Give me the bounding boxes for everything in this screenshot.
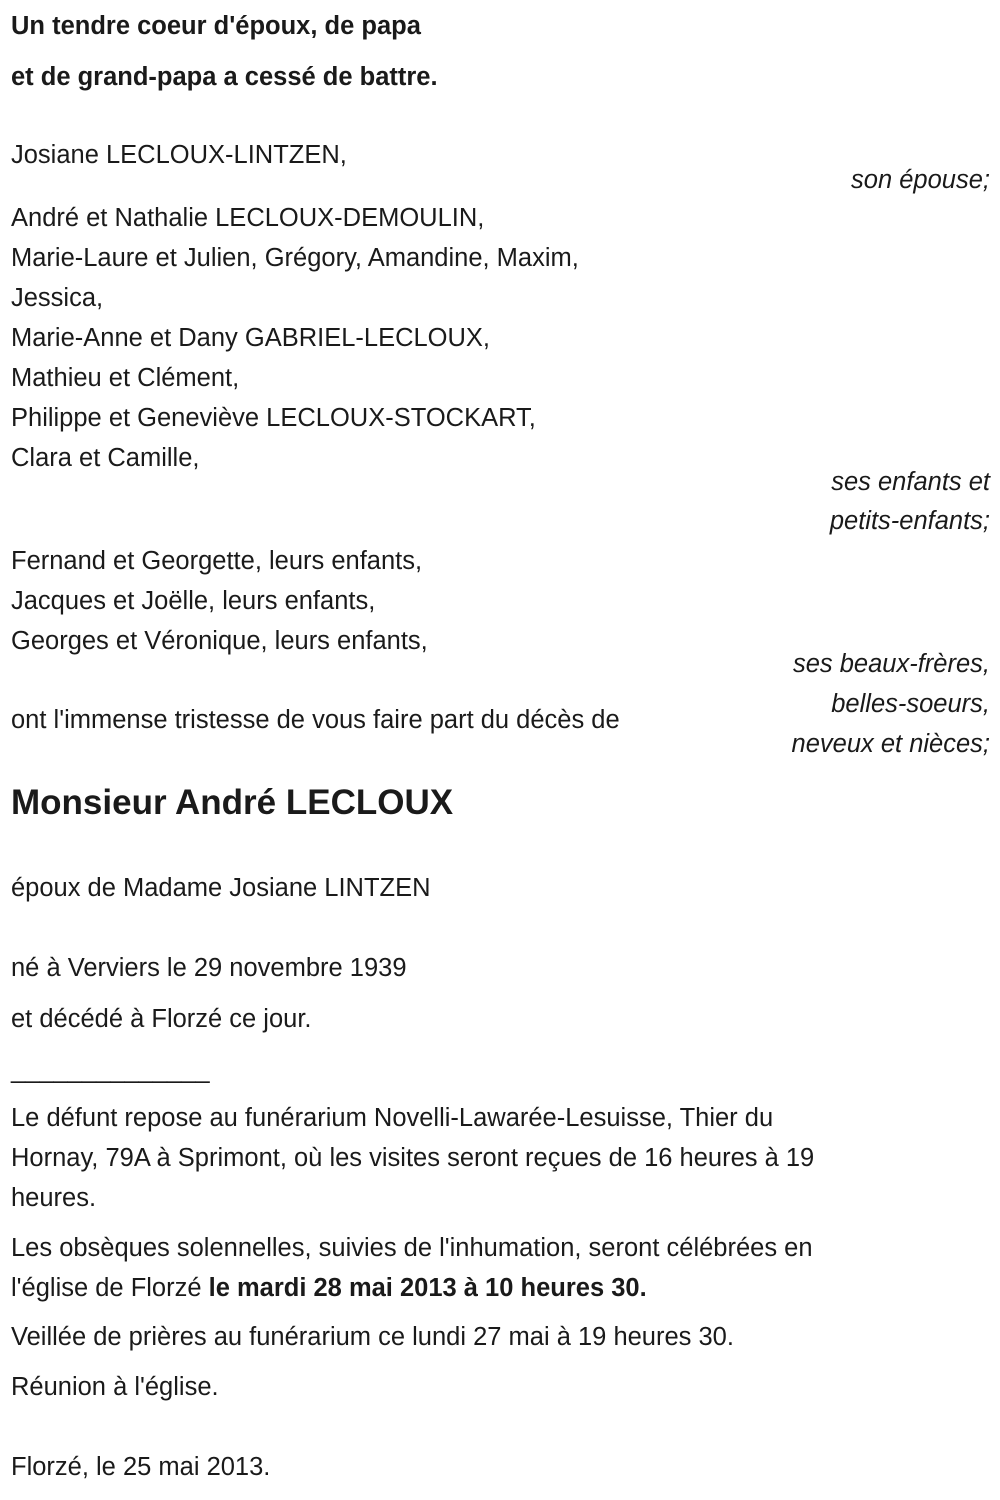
rest-info: Hornay, 79A à Sprimont, où les visites seront reçues de 16 heures à 19 bbox=[11, 1144, 815, 1172]
family-line: Jessica, bbox=[11, 284, 104, 312]
family-line: Marie-Anne et Dany GABRIEL-LECLOUX, bbox=[11, 324, 491, 352]
death-info: et décédé à Florzé ce jour. bbox=[11, 1005, 312, 1033]
family-line: Marie-Laure et Julien, Grégory, Amandine, Maxim, bbox=[11, 244, 579, 272]
separator: ______________ bbox=[11, 1056, 210, 1084]
meeting-info: Réunion à l'église. bbox=[11, 1373, 219, 1401]
spouse-name: Josiane LECLOUX-LINTZEN, bbox=[11, 141, 347, 169]
funeral-place: l'église de Florzé bbox=[11, 1274, 209, 1302]
inlaws-role: belles-soeurs, bbox=[831, 690, 990, 718]
announcement: ont l'immense tristesse de vous faire part du décès de bbox=[11, 706, 620, 734]
family-line: Fernand et Georgette, leurs enfants, bbox=[11, 547, 423, 575]
intro-line: Un tendre coeur d'époux, de papa bbox=[11, 12, 421, 40]
family-line: André et Nathalie LECLOUX-DEMOULIN, bbox=[11, 204, 485, 232]
rest-info: Le défunt repose au funérarium Novelli-Lawarée-Lesuisse, Thier du bbox=[11, 1104, 774, 1132]
spouse-of: époux de Madame Josiane LINTZEN bbox=[11, 874, 431, 902]
spouse-role: son épouse; bbox=[851, 166, 990, 194]
family-line: Clara et Camille, bbox=[11, 444, 200, 472]
family-line: Philippe et Geneviève LECLOUX-STOCKART, bbox=[11, 404, 536, 432]
children-role: ses enfants et bbox=[831, 468, 990, 496]
deceased-name: Monsieur André LECLOUX bbox=[11, 783, 454, 822]
inlaws-role: ses beaux-frères, bbox=[792, 650, 990, 678]
inlaws-role: neveux et nièces; bbox=[791, 730, 990, 758]
family-line: Georges et Véronique, leurs enfants, bbox=[11, 627, 428, 655]
intro-line: et de grand-papa a cessé de battre. bbox=[11, 63, 438, 91]
funeral-info bbox=[11, 1273, 647, 1303]
family-line: Jacques et Joëlle, leurs enfants, bbox=[11, 587, 376, 615]
birth-info: né à Verviers le 29 novembre 1939 bbox=[11, 954, 407, 982]
closing-date: Florzé, le 25 mai 2013. bbox=[11, 1453, 271, 1481]
rest-info: heures. bbox=[11, 1184, 97, 1212]
family-line: Mathieu et Clément, bbox=[11, 364, 240, 392]
funeral-date: le mardi 28 mai 2013 à 10 heures 30. bbox=[208, 1274, 647, 1302]
funeral-info: Les obsèques solennelles, suivies de l'inhumation, seront célébrées en bbox=[11, 1234, 813, 1262]
children-role: petits-enfants; bbox=[829, 507, 990, 535]
vigil-info: Veillée de prières au funérarium ce lundi 27 mai à 19 heures 30. bbox=[11, 1323, 734, 1351]
